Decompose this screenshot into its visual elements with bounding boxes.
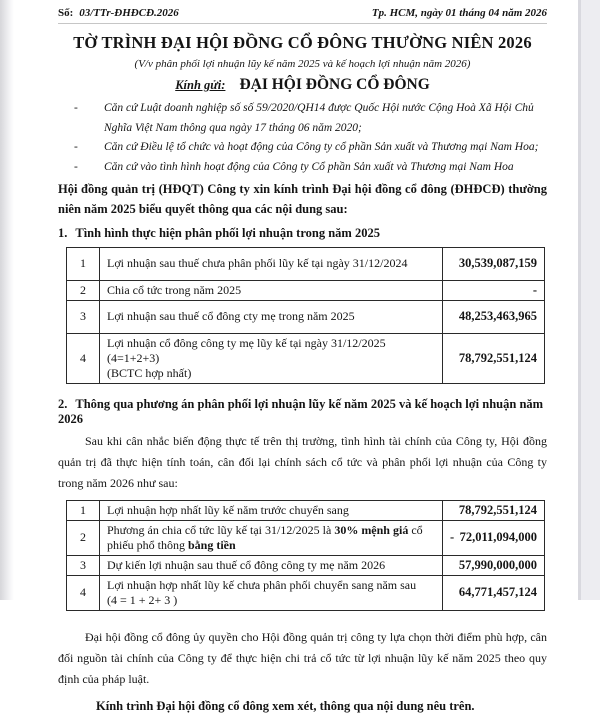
row-desc-cell: Lợi nhuận hợp nhất lũy kế năm trước chuyển sang: [100, 500, 443, 520]
dash-bullet: -: [74, 160, 78, 173]
row-desc-line1: Lợi nhuận cổ đông công ty mẹ lũy kế tại ngày 31/12/2025 (4=1+2+3): [107, 335, 386, 365]
salutation-label: Kính gửi:: [175, 78, 226, 92]
profit-distribution-2025-table: [66, 247, 545, 384]
legal-basis-text: Căn cứ Luật doanh nghiệp số số 59/2020/QH14 được Quốc Hội nước Cộng Hoà Xã Hội Chủ Nghĩa Việt Nam thông qua ngày 17 tháng 06 năm 2020;: [104, 102, 534, 134]
profit-plan-2026-table: [66, 500, 545, 611]
row-value-cell: 48,253,463,965: [443, 300, 545, 333]
row-desc-cell: Lợi nhuận sau thuế chưa phân phối lũy kế tại ngày 31/12/2024: [100, 247, 443, 280]
page-title: TỜ TRÌNH ĐẠI HỘI ĐỒNG CỔ ĐÔNG THƯỜNG NIÊN 2026: [73, 33, 532, 52]
row-value-cell: 57,990,000,000: [443, 555, 545, 575]
row-number-cell: 2: [67, 280, 100, 300]
row-desc-seg: Phương án chia cổ tức lũy kế tại 31/12/2025 là: [107, 522, 335, 537]
legal-basis-text: Căn cứ Điều lệ tổ chức và hoạt động của Công ty cổ phần Sản xuất và Thương mại Nam Hoa;: [104, 141, 539, 154]
row-desc-cell: Dự kiến lợi nhuận sau thuế cổ đông công ty mẹ năm 2026: [100, 555, 443, 575]
row-value-cell: 64,771,457,124: [443, 575, 545, 610]
table-row: [67, 555, 545, 575]
document-header-row: [58, 7, 547, 24]
table-row: [67, 300, 545, 333]
row-desc-cell: [100, 333, 443, 383]
row-number-cell: 3: [67, 300, 100, 333]
row-number-cell: 1: [67, 247, 100, 280]
salutation-name: ĐẠI HỘI ĐỒNG CỔ ĐÔNG: [239, 76, 430, 93]
dash-bullet: -: [74, 102, 78, 114]
doc-number: [58, 7, 179, 19]
table-row: [67, 280, 545, 300]
value-amount: 72,011,094,000: [459, 530, 537, 545]
section2-paragraph: Sau khi cân nhắc biến động thực tế trên thị trường, tình hình tài chính của Công ty, Hội đồng quản trị đã thực hiện tính toán, cân đối lại chính sách cổ tức và phân phối lợi nhuận của Công ty trong năm 2026 như sau:: [58, 433, 547, 490]
row-desc-line1: Lợi nhuận hợp nhất lũy kế chưa phân phối chuyển sang năm sau: [107, 577, 417, 592]
row-value-cell: -: [443, 280, 545, 300]
row-value-cell: 78,792,551,124: [443, 500, 545, 520]
row-number-cell: 4: [67, 575, 100, 610]
authorization-paragraph: Đại hội đồng cổ đông ủy quyền cho Hội đồng quản trị công ty lựa chọn thời điểm phù hợp, cân đối nguồn tài chính của Công ty để thực hiện chi trả cổ tức từ lợi nhuận lũy kế năm 2025 theo quy định của pháp luật.: [58, 629, 547, 686]
row-desc-line2: (4 = 1 + 2+ 3 ): [107, 592, 178, 607]
row-value-cell: 78,792,551,124: [443, 333, 545, 383]
table-row: [67, 575, 545, 610]
section2-heading-text: Thông qua phương án phân phối lợi nhuận lũy kế năm 2025 và kế hoạch lợi nhuận năm 2026: [58, 396, 544, 426]
legal-basis-text: Căn cứ vào tình hình hoạt động của Công ty Cổ phần Sản xuất và Thương mại Nam Hoa: [104, 160, 514, 173]
row-desc-cell: [100, 575, 443, 610]
row-desc-cell: Chia cổ tức trong năm 2025: [100, 280, 443, 300]
value-minus-sign: -: [450, 530, 455, 545]
section1-heading: [58, 226, 547, 241]
table-row: [67, 520, 545, 555]
table-row: [67, 500, 545, 520]
row-desc-cell: [100, 520, 443, 555]
page-subtitle: (V/v phân phối lợi nhuận lũy kế năm 2025 và kế hoạch lợi nhuận năm 2026): [134, 58, 471, 70]
row-number-cell: 1: [67, 500, 100, 520]
row-desc-seg: cổ phiếu phổ thông: [107, 522, 423, 552]
doc-number-value: 03/TTr-ĐHĐCĐ.2026: [79, 7, 179, 19]
page-left-shadow: [0, 0, 14, 600]
row-number-cell: 4: [67, 333, 100, 383]
row-desc-cell: Lợi nhuận sau thuế cổ đông cty mẹ trong năm 2025: [100, 300, 443, 333]
table-row: [67, 247, 545, 280]
row-desc-line2: (BCTC hợp nhất): [107, 365, 192, 380]
section1-number: 1.: [58, 225, 68, 240]
doc-date-line: Tp. HCM, ngày 01 tháng 04 năm 2026: [371, 7, 547, 19]
row-number-cell: 2: [67, 520, 100, 555]
list-item: [58, 138, 547, 158]
row-value-cell: [443, 520, 545, 555]
row-desc-seg-bold: 30% mệnh giá: [334, 522, 409, 537]
legal-basis-list: [58, 99, 547, 177]
section2-heading: [58, 397, 547, 427]
section2-number: 2.: [58, 396, 68, 411]
salutation: [58, 76, 547, 94]
section1-heading-text: Tình hình thực hiện phân phối lợi nhuận trong năm 2025: [75, 225, 380, 240]
row-number-cell: 3: [67, 555, 100, 575]
row-value-cell: 30,539,087,159: [443, 247, 545, 280]
intro-paragraph: Hội đồng quản trị (HĐQT) Công ty xin kính trình Đại hội đồng cổ đông (ĐHĐCĐ) thường niên năm 2025 biểu quyết thông qua các nội dung sau:: [58, 182, 547, 216]
doc-number-label: Số:: [58, 7, 74, 19]
table-row: [67, 333, 545, 383]
page-right-edge: [578, 0, 600, 600]
list-item: [58, 158, 547, 178]
row-desc-seg-bold: bằng tiền: [188, 537, 236, 552]
dash-bullet: -: [74, 141, 78, 154]
list-item: [58, 99, 547, 138]
closing-line: Kính trình Đại hội đồng cổ đông xem xét, thông qua nội dung nêu trên.: [96, 698, 475, 713]
document-page: [14, 0, 575, 713]
